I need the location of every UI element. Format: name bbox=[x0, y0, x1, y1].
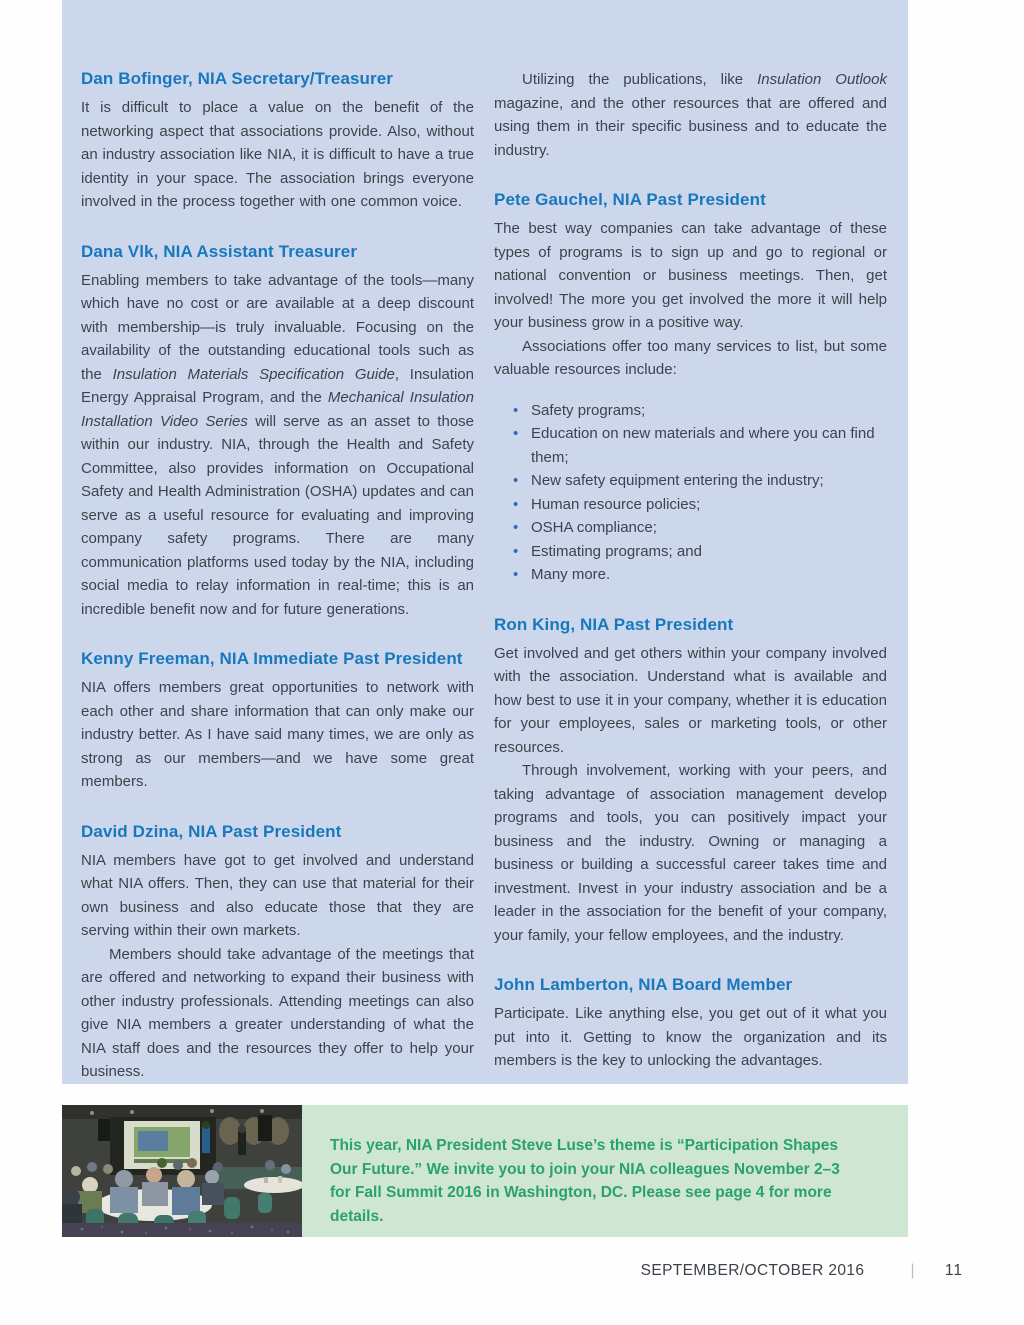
bullet-item: • Human resource policies; bbox=[513, 493, 887, 517]
bullet-item: • Education on new materials and where you can find them; bbox=[513, 422, 887, 469]
section-pete-gauchel bbox=[494, 189, 887, 587]
paragraph: Get involved and get others within your company involved with the association. Understand what is available and how best to use it in your company, whether it is education for your employees, sales or marketing tools, or other resources. bbox=[494, 644, 887, 756]
page-footer bbox=[62, 1262, 963, 1280]
callout-box bbox=[302, 1105, 908, 1237]
left-column bbox=[81, 68, 474, 1084]
summit-callout-row bbox=[62, 1105, 908, 1237]
section-john-lamberton bbox=[494, 974, 887, 1073]
paragraph: Through involvement, working with your peers, and taking advantage of association management develop programs and tools, you can positively impact your business and the industry. Owning or managing a business or building a successful career takes time and investment. Invest in your industry association and be a leader in the association for the benefit of your company, your family, your fellow employees, and the industry. bbox=[494, 762, 887, 944]
section-heading: Pete Gauchel, NIA Past President bbox=[494, 190, 766, 209]
issue-date: SEPTEMBER/OCTOBER 2016 bbox=[640, 1262, 865, 1279]
section-heading: John Lamberton, NIA Board Member bbox=[494, 975, 793, 994]
section-heading: Dana Vlk, NIA Assistant Treasurer bbox=[81, 241, 358, 261]
paragraph: It is difficult to place a value on the benefit of the networking aspect that associations provide. Also, without an industry association like NIA, it is difficult to have a true identity in your space. The association brings everyone involved in the process together with one common voice. bbox=[81, 99, 474, 210]
page-number: 11 bbox=[944, 1262, 963, 1279]
section-heading: Kenny Freeman, NIA Immediate Past President bbox=[81, 649, 463, 668]
paragraph: Enabling members to take advantage of the tools—many which have no cost or are available at a deep discount with membership—is truly invaluable. Focusing on the availability of the outstanding educational tools such as the Insulation Materials Specification Guide, Insulation Energy Appraisal Program, and the Mechanical Insulation Installation Video Series will serve as an asset to those within our industry. NIA, through the Health and Safety Committee, also provides information on Occupational Safety and Health Administration (OSHA) updates and can serve as a useful resource for evaluating and improving company safety programs. There are many communication platforms used today by the NIA, including social media to relay information in real-time; this is an incredible benefit now and for future generations. bbox=[81, 271, 474, 618]
section-dana-vlk bbox=[81, 241, 474, 622]
bullet-item: • OSHA compliance; bbox=[513, 516, 887, 540]
intro-paragraph: Utilizing the publications, like Insulation Outlook magazine, and the other resources that are offered and using them in their specific business and to educate the industry. bbox=[494, 71, 887, 159]
section-kenny-freeman bbox=[81, 648, 474, 794]
section-heading: Ron King, NIA Past President bbox=[494, 614, 734, 634]
section-heading: David Dzina, NIA Past President bbox=[81, 821, 342, 841]
paragraph: Associations offer too many services to list, but some valuable resources include: bbox=[494, 337, 887, 378]
bullet-item: • Safety programs; bbox=[513, 399, 887, 423]
right-column bbox=[494, 68, 887, 1084]
bullet-item: • Many more. bbox=[513, 563, 887, 587]
callout-text: This year, NIA President Steve Luse’s theme is “Participation Shapes Our Future.” We invite you to join your NIA colleagues November 2–3 for Fall Summit 2016 in Washington, DC. Please see page 4 for more details. bbox=[330, 1137, 840, 1225]
content-panel bbox=[62, 0, 908, 1084]
paragraph: Members should take advantage of the meetings that are offered and networking to expand their business with other industry professionals. Attending meetings can also give NIA members a greater understanding of what the NIA staff does and the resources they offer to help your business. bbox=[81, 945, 474, 1080]
footer-divider: | bbox=[910, 1262, 915, 1279]
resources-bullet-list bbox=[494, 399, 887, 587]
paragraph: NIA members have got to get involved and understand what NIA offers. Then, they can use that material for their own business and also educate those that they are serving within their own markets. bbox=[81, 851, 474, 939]
paragraph: The best way companies can take advantage of these types of programs is to sign up and go to regional or national convention or business meetings. Then, get involved! The more you get involved the more it will help your business grow in a positive way. bbox=[494, 220, 887, 331]
section-ron-king bbox=[494, 614, 887, 948]
section-david-dzina bbox=[81, 821, 474, 1084]
conference-photo bbox=[62, 1105, 302, 1237]
bullet-item: • Estimating programs; and bbox=[513, 540, 887, 564]
paragraph: Participate. Like anything else, you get out of it what you put into it. Getting to know the organization and its members is the key to unlocking the advantages. bbox=[494, 1005, 887, 1069]
section-heading: Dan Bofinger, NIA Secretary/Treasurer bbox=[81, 69, 394, 88]
paragraph: NIA offers members great opportunities to network with each other and share information that can only make our industry better. As I have said many times, we are only as strong as our members—and we have some great members. bbox=[81, 679, 474, 790]
section-dan-bofinger bbox=[81, 68, 474, 214]
bullet-item: • New safety equipment entering the industry; bbox=[513, 469, 887, 493]
